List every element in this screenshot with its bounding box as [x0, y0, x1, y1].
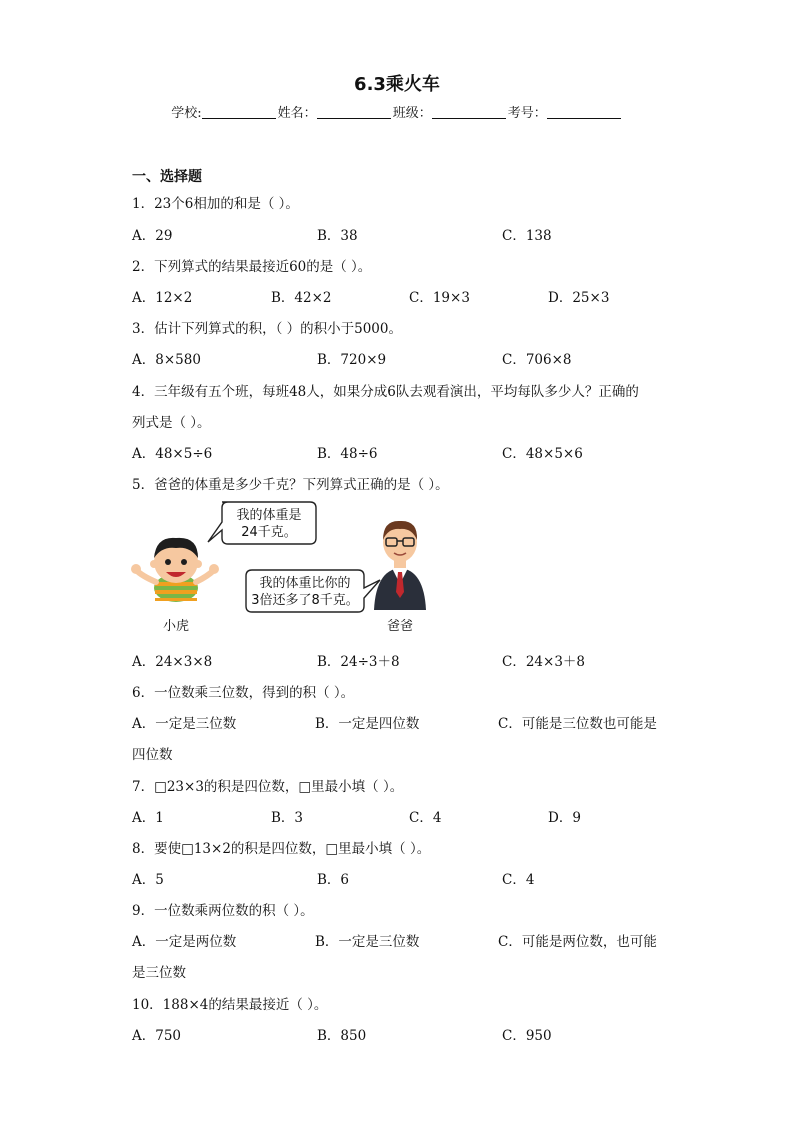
q9-option-a[interactable]: A．一定是两位数 — [132, 934, 237, 950]
q9-option-b[interactable]: B．一定是三位数 — [315, 934, 420, 950]
name-label: 姓名： — [277, 106, 317, 121]
school-label: 学校: — [171, 106, 202, 121]
q5-option-b[interactable]: B．24÷3＋8 — [317, 654, 400, 670]
exam-no-label: 考号： — [507, 106, 547, 121]
boy-label: 小虎 — [162, 619, 190, 634]
bubble1-line-2: 24千克。 — [241, 525, 297, 540]
q10-option-c[interactable]: C．950 — [502, 1028, 552, 1044]
q7-option-a[interactable]: A．1 — [132, 810, 164, 826]
q5-option-a[interactable]: A．24×3×8 — [132, 654, 213, 670]
q6-option-b[interactable]: B．一定是四位数 — [315, 716, 420, 732]
q7-option-b[interactable]: B．3 — [271, 810, 304, 826]
exam-no-blank[interactable] — [547, 104, 621, 119]
q5-option-c[interactable]: C．24×3＋8 — [502, 654, 585, 670]
speech-bubble-boy — [208, 502, 316, 544]
q2-option-b[interactable]: B．42×2 — [271, 290, 332, 306]
q2-option-c[interactable]: C．19×3 — [409, 290, 470, 306]
question-9: 9．一位数乘两位数的积（ ）。 — [132, 903, 314, 919]
q1-option-c[interactable]: C．138 — [502, 228, 552, 244]
q1-option-b[interactable]: B．38 — [317, 228, 358, 244]
class-label: 班级： — [392, 106, 432, 121]
question-6: 6．一位数乘三位数，得到的积（ ）。 — [132, 685, 355, 701]
question-1: 1．23个6相加的和是（ ）。 — [132, 196, 299, 212]
q7-option-d[interactable]: D．9 — [548, 810, 581, 826]
question-8: 8．要使□13×2的积是四位数，□里最小填（ ）。 — [132, 841, 431, 857]
q6-option-a[interactable]: A．一定是三位数 — [132, 716, 237, 732]
bubble2-line-2: 3倍还多了8千克。 — [251, 593, 359, 608]
question-4-line-1: 4．三年级有五个班，每班48人，如果分成6队去观看演出，平均每队多少人？正确的 — [132, 384, 639, 400]
q9-option-c-continued: 是三位数 — [132, 965, 186, 981]
q6-option-c[interactable]: C．可能是三位数也可能是 — [498, 716, 657, 732]
section-heading: 一、选择题 — [132, 169, 202, 185]
q10-option-a[interactable]: A．750 — [132, 1028, 182, 1044]
q3-option-a[interactable]: A．8×580 — [132, 352, 201, 368]
boy-figure — [131, 538, 219, 602]
q8-option-b[interactable]: B．6 — [317, 872, 350, 888]
school-blank[interactable] — [202, 104, 276, 119]
q8-option-c[interactable]: C．4 — [502, 872, 535, 888]
student-info-line — [0, 102, 794, 121]
bubble2-line-1: 我的体重比你的 — [259, 576, 351, 591]
dad-figure — [374, 521, 426, 610]
q2-option-a[interactable]: A．12×2 — [132, 290, 193, 306]
question-10: 10．188×4的结果最接近（ ）。 — [132, 997, 328, 1013]
class-blank[interactable] — [432, 104, 506, 119]
name-blank[interactable] — [317, 104, 391, 119]
bubble1-line-1: 我的体重是 — [236, 508, 302, 523]
q4-option-b[interactable]: B．48÷6 — [317, 446, 378, 462]
speech-bubble-dad — [246, 570, 380, 612]
q4-option-c[interactable]: C．48×5×6 — [502, 446, 583, 462]
q8-option-a[interactable]: A．5 — [132, 872, 164, 888]
page-title: 6.3乘火车 — [354, 74, 440, 95]
q10-option-b[interactable]: B．850 — [317, 1028, 367, 1044]
q3-option-c[interactable]: C．706×8 — [502, 352, 572, 368]
q3-option-b[interactable]: B．720×9 — [317, 352, 387, 368]
q9-option-c[interactable]: C．可能是两位数，也可能 — [498, 934, 657, 950]
question-7: 7．□23×3的积是四位数，□里最小填（ ）。 — [132, 779, 404, 795]
weight-illustration — [128, 496, 448, 641]
q1-option-a[interactable]: A．29 — [132, 228, 173, 244]
q6-option-c-continued: 四位数 — [132, 747, 173, 763]
q4-option-a[interactable]: A．48×5÷6 — [132, 446, 213, 462]
question-4-line-2: 列式是（ ）。 — [132, 415, 211, 431]
question-3: 3．估计下列算式的积，（ ）的积小于5000。 — [132, 321, 402, 337]
question-2: 2．下列算式的结果最接近60的是（ ）。 — [132, 259, 372, 275]
question-5: 5．爸爸的体重是多少千克？下列算式正确的是（ ）。 — [132, 477, 449, 493]
q2-option-d[interactable]: D．25×3 — [548, 290, 610, 306]
dad-label: 爸爸 — [386, 619, 414, 634]
q7-option-c[interactable]: C．4 — [409, 810, 442, 826]
